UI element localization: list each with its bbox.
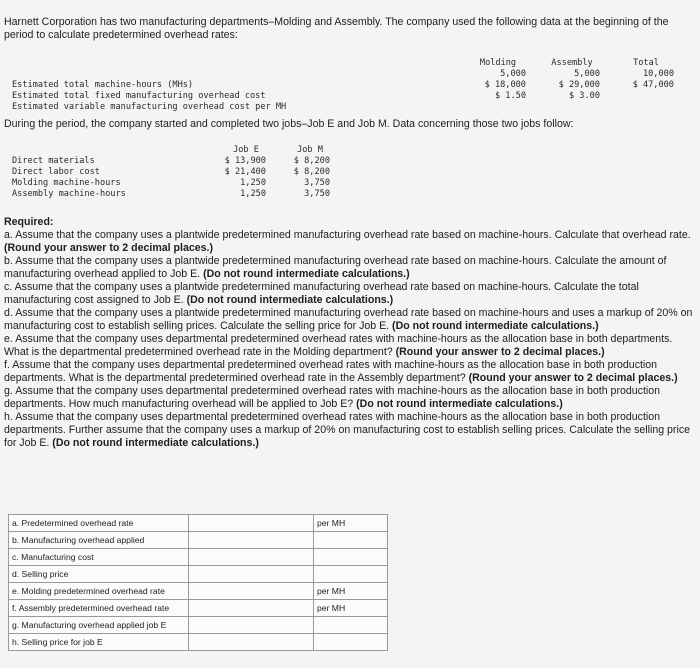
job-value: $ 8,200 [293, 167, 330, 177]
answer-row [9, 634, 388, 651]
job-row-label: Assembly machine-hours [12, 189, 126, 199]
answer-row [9, 532, 388, 549]
job-value: 3,750 [304, 178, 330, 188]
job-value: $ 8,200 [293, 156, 330, 166]
required-section [4, 216, 694, 450]
period-text: During the period, the company started and completed two jobs–Job E and Job M. Data concerning those two jobs follow: [4, 118, 574, 130]
est-value: $ 29,000 [558, 80, 600, 90]
est-value: $ 18,000 [484, 80, 526, 90]
est-value: $ 1.50 [494, 91, 526, 101]
requirement-b: b. Assume that the company uses a plantwide predetermined manufacturing overhead rate based on machine-hours. Calculate the amount of manufacturing overhead applied to Job E. (Do not round intermediate calculations.) [4, 255, 667, 280]
header-assembly: Assembly [551, 58, 593, 68]
header-total: Total [633, 58, 659, 68]
answer-label: f. Assembly predetermined overhead rate [9, 600, 189, 617]
answer-unit [314, 617, 388, 634]
answer-row [9, 600, 388, 617]
header-job-e: Job E [233, 145, 259, 155]
answer-label: h. Selling price for job E [9, 634, 189, 651]
intro-text: Harnett Corporation has two manufacturing departments–Molding and Assembly. The company used the following data at the beginning of the period to calculate predetermined overhead rates: [4, 16, 669, 41]
est-value: $ 3.00 [568, 91, 600, 101]
job-value: $ 13,900 [224, 156, 266, 166]
requirement-d: d. Assume that the company uses a plantwide predetermined manufacturing overhead rate based on machine-hours and uses a markup of 20% on manufacturing cost to establish selling prices. Calculate the selling price for Job E. (Do not round intermediate calculations.) [4, 307, 693, 332]
answer-input[interactable] [189, 617, 314, 634]
job-value: 1,250 [240, 178, 266, 188]
answer-label: c. Manufacturing cost [9, 549, 189, 566]
answer-input[interactable] [189, 583, 314, 600]
job-value: 3,750 [304, 189, 330, 199]
answer-input[interactable] [189, 566, 314, 583]
est-row-label: Estimated total machine-hours (MHs) [12, 80, 194, 90]
requirement-f: f. Assume that the company uses departmental predetermined overhead rates with machine-hours as the allocation base in both production departments. What is the departmental predetermined overhead rate in the Assembly department? (Round your answer to 2 decimal places.) [4, 359, 678, 384]
answer-label: g. Manufacturing overhead applied job E [9, 617, 189, 634]
est-value: $ 47,000 [632, 80, 674, 90]
est-row-label: Estimated total fixed manufacturing overhead cost [12, 91, 266, 101]
answer-unit [314, 549, 388, 566]
answer-unit [314, 634, 388, 651]
job-value: $ 21,400 [224, 167, 266, 177]
answer-table [8, 514, 388, 651]
requirement-g: g. Assume that the company uses departmental predetermined overhead rates with machine-hours as the allocation base in both production departments. How much manufacturing overhead will be applied to Job E? (Do not round intermediate calculations.) [4, 385, 661, 410]
requirement-h: h. Assume that the company uses departmental predetermined overhead rates with machine-hours as the allocation base in both production departments. Further assume that the company uses a markup of 20% on manufacturing cost to establish selling prices. Calculate the selling price for Job E. (Do not round intermediate calculations.) [4, 411, 691, 449]
answer-unit [314, 566, 388, 583]
answer-label: e. Molding predetermined overhead rate [9, 583, 189, 600]
answer-input[interactable] [189, 600, 314, 617]
est-row-label: Estimated variable manufacturing overhead cost per MH [12, 102, 287, 112]
answer-row [9, 566, 388, 583]
required-heading: Required: [4, 216, 54, 228]
job-row-label: Direct materials [12, 156, 95, 166]
answer-unit: per MH [314, 600, 388, 617]
answer-label: b. Manufacturing overhead applied [9, 532, 189, 549]
job-value: 1,250 [240, 189, 266, 199]
requirement-c: c. Assume that the company uses a plantwide predetermined manufacturing overhead rate based on machine-hours. Calculate the total manufacturing cost assigned to Job E. (Do not round intermediate calculations.) [4, 281, 639, 306]
job-row-label: Molding machine-hours [12, 178, 121, 188]
est-value: 5,000 [500, 69, 526, 79]
answer-row [9, 583, 388, 600]
header-molding: Molding [479, 58, 517, 68]
answer-input[interactable] [189, 634, 314, 651]
answer-label: a. Predetermined overhead rate [9, 515, 189, 532]
answer-row [9, 515, 388, 532]
answer-input[interactable] [189, 532, 314, 549]
requirement-e: e. Assume that the company uses departmental predetermined overhead rates with machine-hours as the allocation base in both departments. What is the departmental predetermined overhead rate in the Molding department? (Round your answer to 2 decimal places.) [4, 333, 673, 358]
header-job-m: Job M [297, 145, 323, 155]
answer-row [9, 617, 388, 634]
answer-input[interactable] [189, 515, 314, 532]
answer-input[interactable] [189, 549, 314, 566]
answer-unit [314, 532, 388, 549]
est-value: 10,000 [642, 69, 674, 79]
answer-label: d. Selling price [9, 566, 189, 583]
answer-unit: per MH [314, 583, 388, 600]
job-row-label: Direct labor cost [12, 167, 100, 177]
answer-unit: per MH [314, 515, 388, 532]
requirement-a: a. Assume that the company uses a plantwide predetermined manufacturing overhead rate based on machine-hours. Calculate that overhead rate. (Round your answer to 2 decimal places.) [4, 229, 691, 254]
answer-row [9, 549, 388, 566]
est-value: 5,000 [574, 69, 600, 79]
